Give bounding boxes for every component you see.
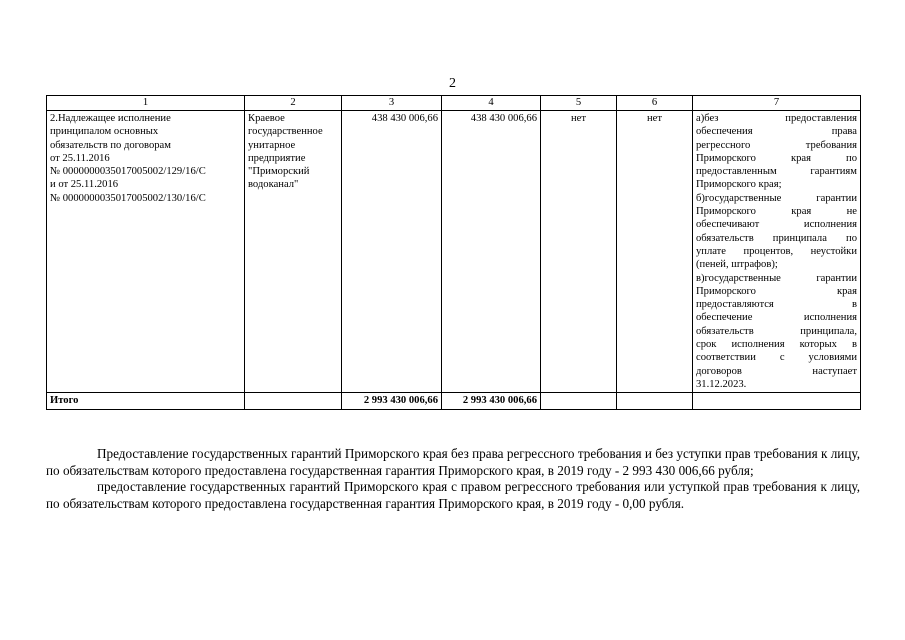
column-header: 6 — [617, 96, 693, 111]
empty-cell — [541, 393, 617, 410]
text-line: обеспечения права — [696, 126, 857, 138]
column-header: 3 — [342, 96, 442, 111]
text-line: Приморского края — [696, 285, 857, 297]
text-line: срок исполнения которых в — [696, 339, 857, 351]
text-line: предоставляются в — [696, 299, 857, 311]
text-line: "Приморский — [248, 166, 310, 178]
body-text — [46, 446, 860, 512]
text-line: от 25.11.2016 — [50, 152, 110, 164]
paragraph: Предоставление государственных гарантий Приморского края без права регрессного требования и без уступки прав требования к лицу, по обязательствам которого предоставлена государственная гарантия Приморского края, в 2019 году - 2 993 430 006,66 рубля; — [46, 446, 860, 478]
column-header: 4 — [442, 96, 541, 111]
text-line: соответствии с условиями — [696, 352, 857, 364]
text-line: 31.12.2023. — [696, 378, 747, 390]
total-row — [47, 393, 861, 410]
text-line: № 0000000035017005002/129/16/С — [50, 166, 206, 178]
text-line: обязательств принципала, — [696, 325, 857, 337]
text-line: обязательств принципала по — [696, 232, 857, 244]
principal-name-cell — [245, 111, 342, 393]
text-line: водоканал" — [248, 179, 299, 191]
total-label: Итого — [47, 393, 245, 410]
page-number: 2 — [449, 76, 456, 91]
text-line: принципалом основных — [50, 126, 159, 138]
text-line: обеспечение исполнения — [696, 312, 857, 324]
text-line: унитарное — [248, 139, 296, 151]
text-line: обеспечивают исполнения — [696, 219, 857, 231]
text-line: Приморского края; — [696, 179, 782, 191]
text-line: в)государственные гарантии — [696, 272, 857, 284]
amount-cell: 438 430 006,66 — [342, 111, 442, 393]
text-line: договоров наступает — [696, 365, 857, 377]
table-header-row — [47, 96, 861, 111]
empty-cell — [693, 393, 861, 410]
paragraph: предоставление государственных гарантий Приморского края с правом регрессного требования или уступкой прав требования к лицу, по обязательствам которого предоставлена государственная гарантия Приморского края, в 2019 году - 0,00 рубля. — [46, 479, 860, 511]
text-line: уплате процентов, неустойки — [696, 245, 857, 257]
empty-cell — [617, 393, 693, 410]
text-line: обязательств по договорам — [50, 139, 171, 151]
total-amount-cell: 2 993 430 006,66 — [342, 393, 442, 410]
text-line: регрессного требования — [696, 139, 857, 151]
text-line: а)без предоставления — [696, 113, 857, 124]
total-amount-cell: 2 993 430 006,66 — [442, 393, 541, 410]
text-line: государственное — [248, 126, 323, 138]
table-row — [47, 111, 861, 393]
guarantees-table — [46, 95, 861, 410]
empty-cell — [245, 393, 342, 410]
column-header: 1 — [47, 96, 245, 111]
text-line: № 0000000035017005002/130/16/С — [50, 192, 206, 204]
column-header: 5 — [541, 96, 617, 111]
obligation-description-cell — [47, 111, 245, 393]
flag-cell: нет — [617, 111, 693, 393]
text-line: Краевое — [248, 113, 285, 124]
text-line: Приморского края по — [696, 152, 857, 164]
text-line: (пеней, штрафов); — [696, 259, 778, 271]
text-line: 2.Надлежащее исполнение — [50, 113, 171, 124]
column-header: 7 — [693, 96, 861, 111]
text-line: Приморского края не — [696, 206, 857, 218]
flag-cell: нет — [541, 111, 617, 393]
conditions-cell — [693, 111, 861, 393]
text-line: и от 25.11.2016 — [50, 179, 119, 191]
column-header: 2 — [245, 96, 342, 111]
text-line: б)государственные гарантии — [696, 192, 857, 204]
text-line: предоставленным гарантиям — [696, 166, 857, 178]
amount-cell: 438 430 006,66 — [442, 111, 541, 393]
text-line: предприятие — [248, 152, 306, 164]
